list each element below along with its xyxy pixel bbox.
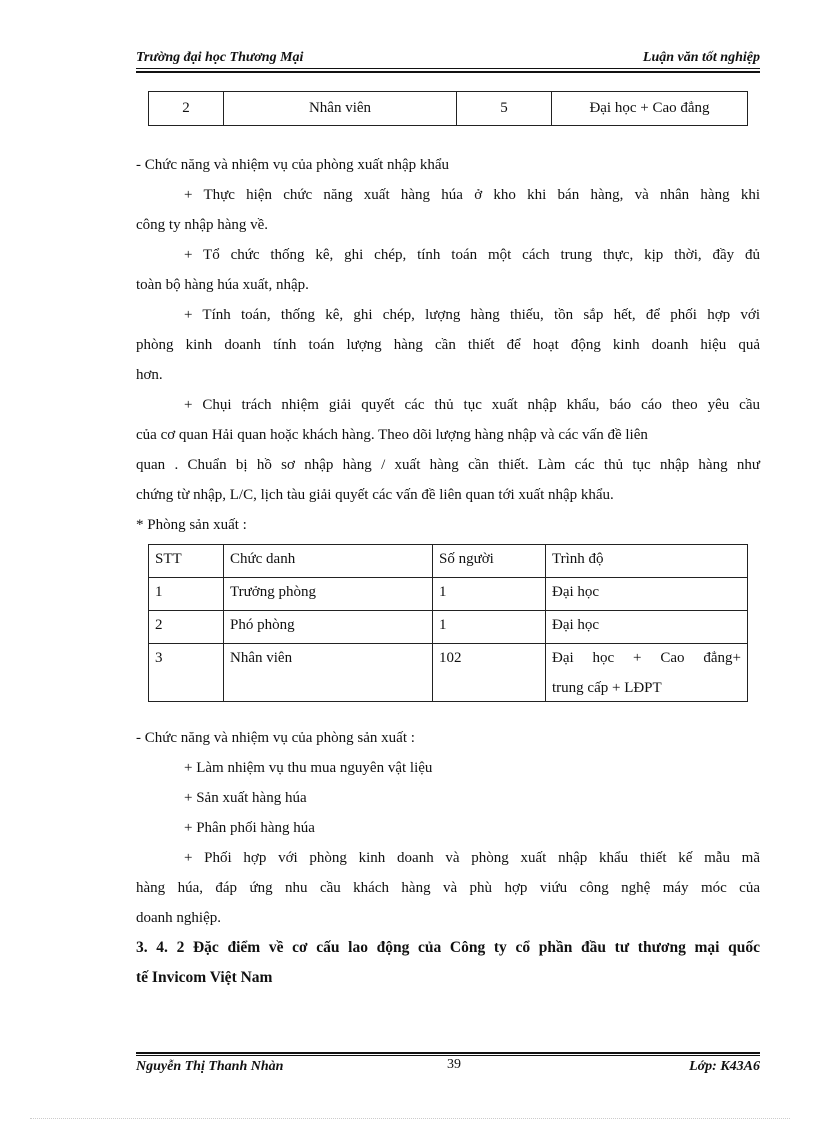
paragraph: của cơ quan Hải quan hoặc khách hàng. Theo dõi lượng hàng nhập và các vấn đề liên xyxy=(136,427,648,443)
table-cell: Phó phòng xyxy=(224,611,433,644)
page-footer xyxy=(136,1057,760,1077)
table-cell: Đại học + Cao đẳng xyxy=(552,92,748,126)
table-row xyxy=(149,578,748,611)
table-cell: 1 xyxy=(149,578,224,611)
paragraph: - Chức năng và nhiệm vụ của phòng xuất nhập khẩu xyxy=(136,157,450,173)
table-cell: 5 xyxy=(457,92,552,126)
table-row xyxy=(149,92,748,126)
paragraph: + Chụi trách nhiệm giải quyết các thủ tục xuất nhập khẩu, báo cáo theo yêu cầu xyxy=(184,397,760,413)
table-cell: Đại học xyxy=(546,611,748,644)
list-item: + Làm nhiệm vụ thu mua nguyên vật liệu xyxy=(184,760,433,776)
section-heading: tế Invicom Việt Nam xyxy=(136,969,273,986)
paragraph: + Thực hiện chức năng xuất hàng húa ở kho khi bán hàng, và nhân hàng khi xyxy=(184,187,760,203)
list-item: + Sản xuất hàng húa xyxy=(184,790,307,806)
cell-line: trung cấp + LĐPT xyxy=(552,680,662,696)
table-cell: 3 xyxy=(149,644,224,702)
production-staff-table xyxy=(148,544,748,702)
header-doc-type: Luận văn tốt nghiệp xyxy=(642,50,760,65)
table-cell: Đại học xyxy=(546,578,748,611)
table-cell: 1 xyxy=(433,611,546,644)
paragraph: + Tính toán, thống kê, ghi chép, lượng hàng thiếu, tồn sắp hết, để phối hợp với xyxy=(184,307,760,323)
table-header-row xyxy=(149,545,748,578)
staff-table-continued xyxy=(148,91,748,126)
section-label: * Phòng sản xuất : xyxy=(136,517,247,533)
paragraph: + Tổ chức thống kê, ghi chép, tính toán một cách trung thực, kịp thời, đầy đủ xyxy=(184,247,760,263)
paragraph: doanh nghiệp. xyxy=(136,910,221,926)
header-school: Trường đại học Thương Mại xyxy=(136,50,304,65)
page-boundary xyxy=(30,1118,790,1119)
footer-class: Lớp: K43A6 xyxy=(689,1059,760,1074)
page-number: 39 xyxy=(447,1057,461,1072)
footer-rule xyxy=(136,1055,760,1056)
table-header: Số người xyxy=(433,545,546,578)
header-rule-thick xyxy=(136,71,760,73)
paragraph: chứng từ nhập, L/C, lịch tàu giải quyết các vấn đề liên quan tới xuất nhập khẩu. xyxy=(136,487,614,503)
paragraph: quan . Chuẩn bị hồ sơ nhập hàng / xuất hàng cần thiết. Làm các thủ tục nhập hàng như xyxy=(136,457,760,473)
table-header: Chức danh xyxy=(224,545,433,578)
table-row xyxy=(149,644,748,702)
paragraph: toàn bộ hàng húa xuất, nhập. xyxy=(136,277,309,293)
table-cell: 2 xyxy=(149,611,224,644)
footer-author: Nguyễn Thị Thanh Nhàn xyxy=(136,1059,284,1074)
cell-line: Đại học + Cao đẳng+ xyxy=(552,650,741,666)
paragraph: công ty nhập hàng về. xyxy=(136,217,269,233)
paragraph: hơn. xyxy=(136,367,163,383)
paragraph: phòng kinh doanh tính toán lượng hàng cần thiết để hoạt động kinh doanh hiệu quả xyxy=(136,337,760,353)
table-cell: 1 xyxy=(433,578,546,611)
table-header: STT xyxy=(149,545,224,578)
page-header xyxy=(136,50,760,70)
table-cell-multiline xyxy=(546,644,748,702)
table-cell: 2 xyxy=(149,92,224,126)
paragraph: + Phối hợp với phòng kinh doanh và phòng xuất nhập khẩu thiết kế mẫu mã xyxy=(184,850,760,866)
paragraph: hàng húa, đáp ứng nhu cầu khách hàng và phù hợp viứu công nghệ máy móc của xyxy=(136,880,760,896)
header-rule xyxy=(136,68,760,69)
table-header: Trình độ xyxy=(546,545,748,578)
footer-rule-thick xyxy=(136,1052,760,1054)
table-cell: Trưởng phòng xyxy=(224,578,433,611)
table-row xyxy=(149,611,748,644)
table-cell: Nhân viên xyxy=(224,644,433,702)
list-item: + Phân phối hàng húa xyxy=(184,820,315,836)
table-cell: 102 xyxy=(433,644,546,702)
table-cell: Nhân viên xyxy=(224,92,457,126)
section-heading: 3. 4. 2 Đặc điểm về cơ cấu lao động của Công ty cổ phần đầu tư thương mại quốc xyxy=(136,939,760,956)
paragraph: - Chức năng và nhiệm vụ của phòng sản xuất : xyxy=(136,730,415,746)
